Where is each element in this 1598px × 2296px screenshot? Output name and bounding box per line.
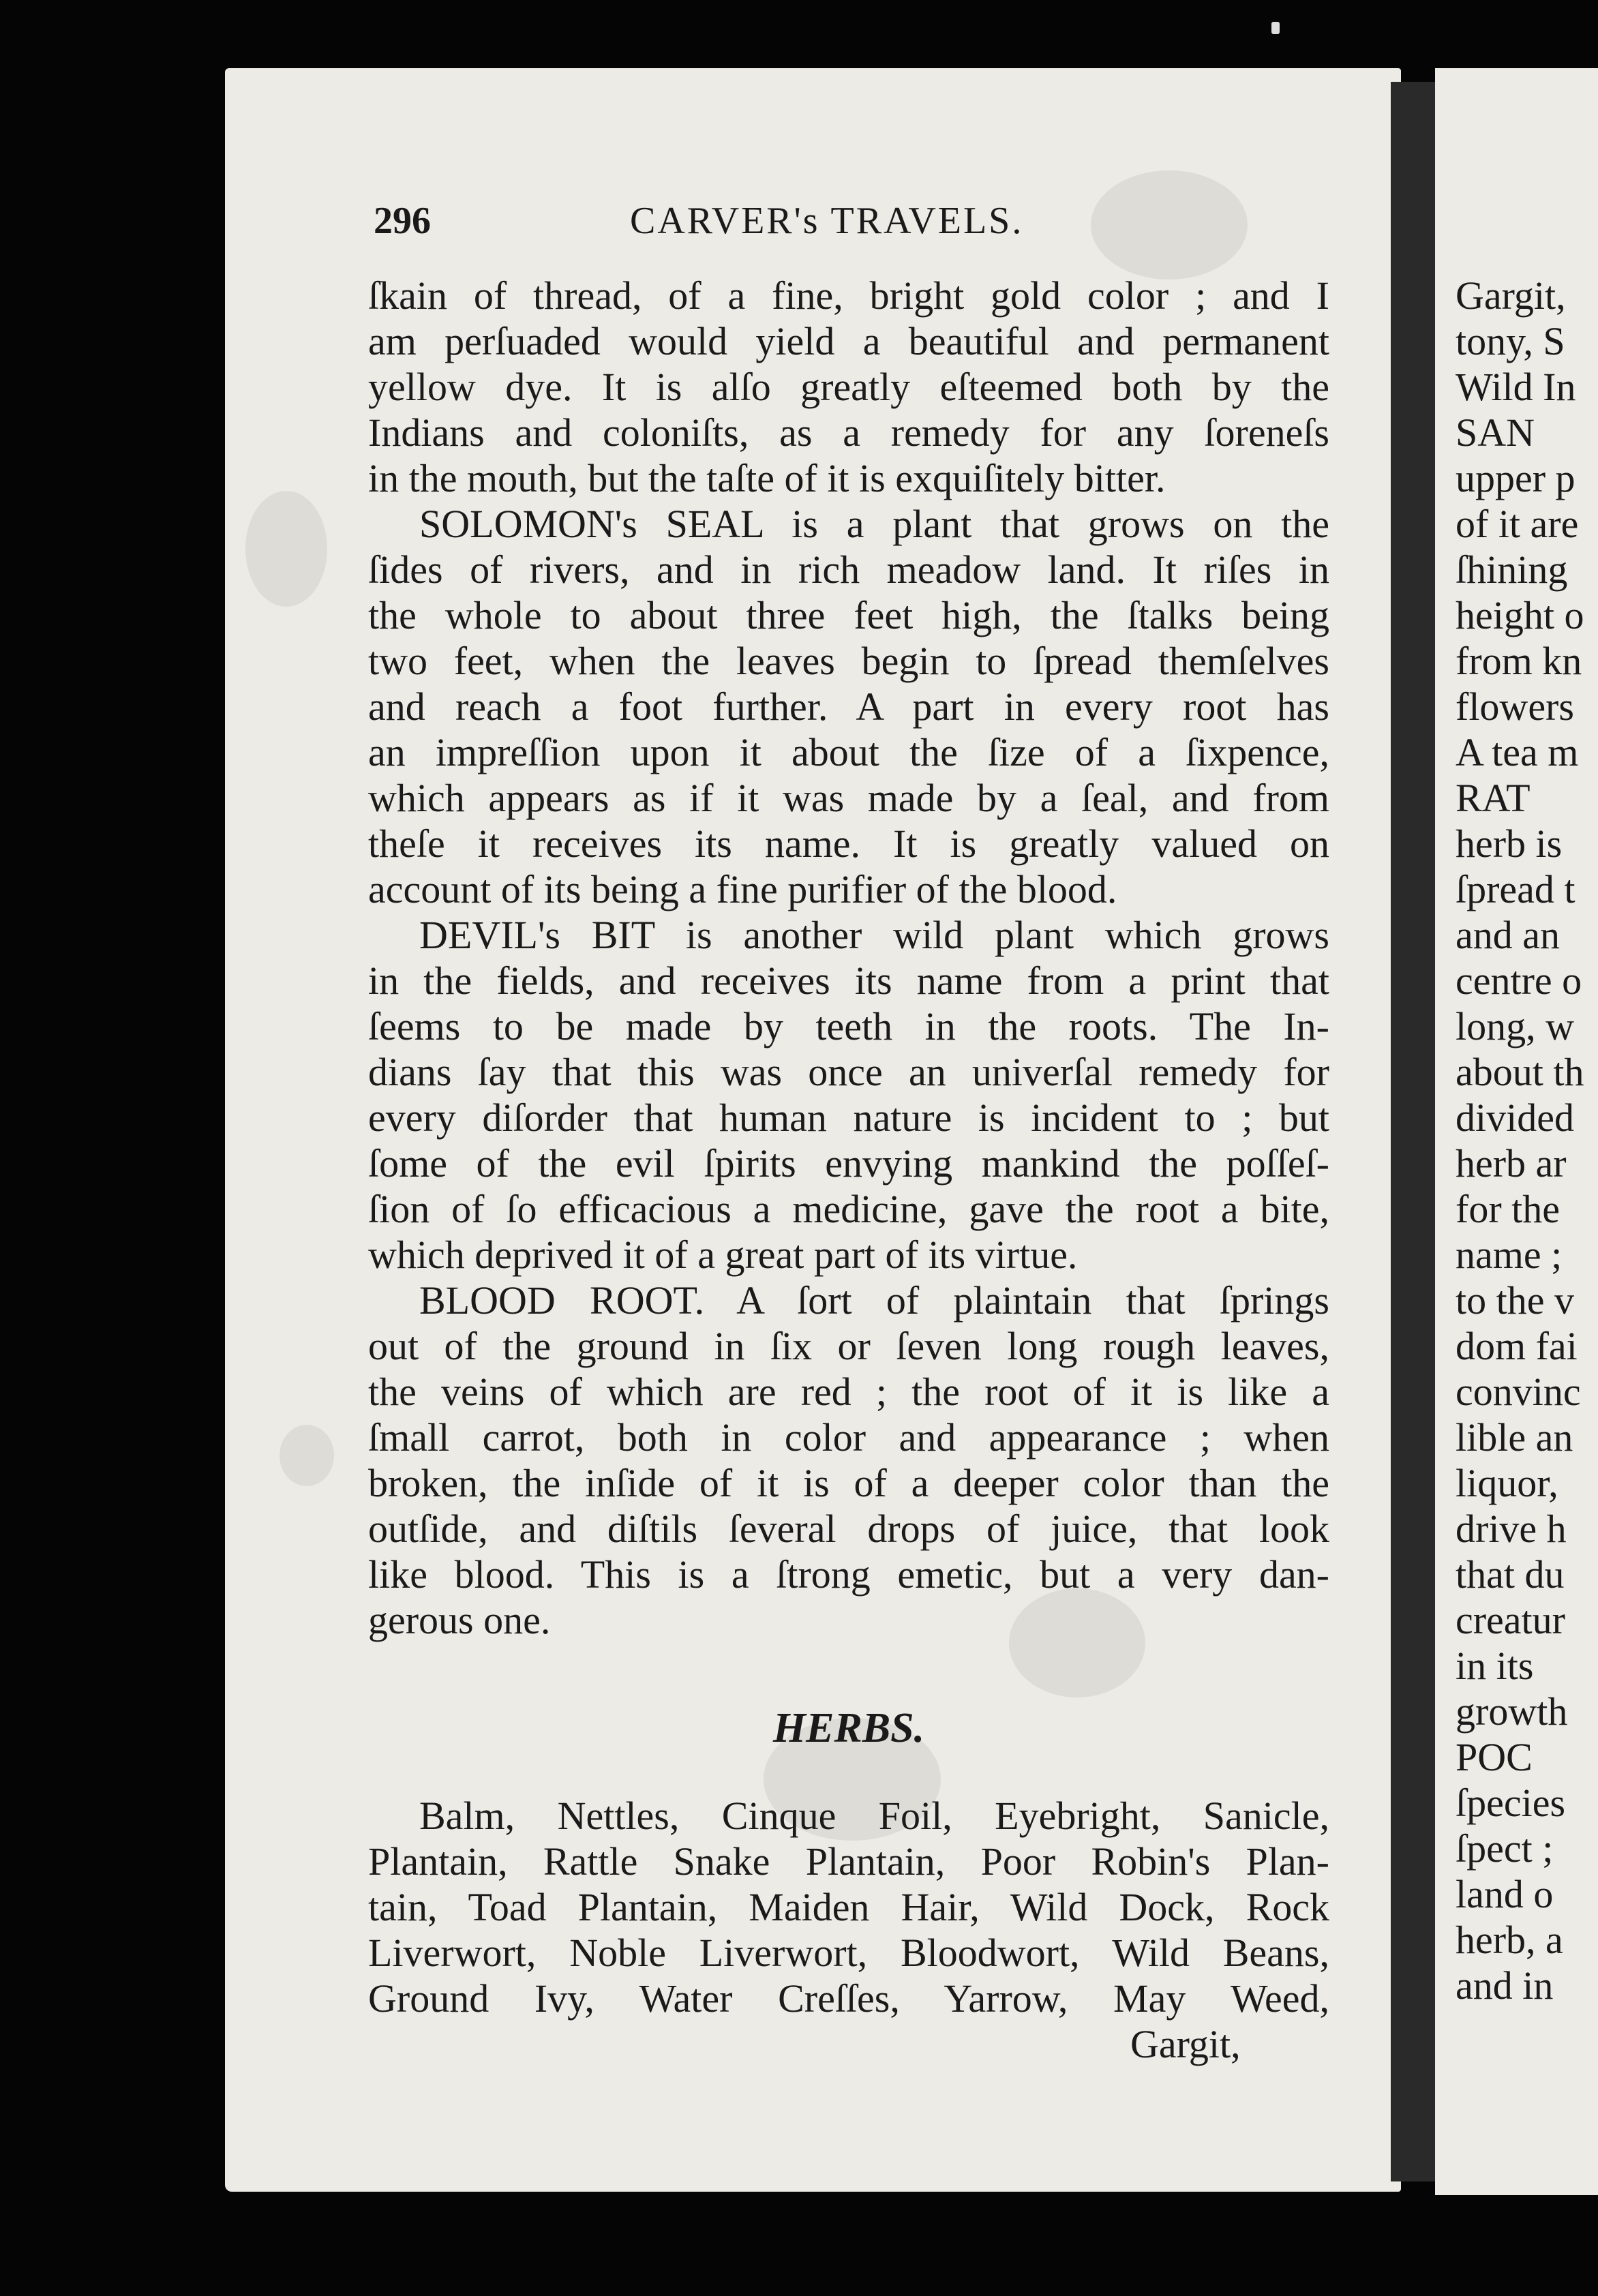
right-page-line: in its xyxy=(1456,1644,1534,1688)
right-page-line: drive h xyxy=(1456,1507,1567,1551)
text-line: ſides of rivers, and in rich meadow land. It riſes in xyxy=(368,547,1329,592)
text-line: yellow dye. It is alſo greatly eſteemed both by the xyxy=(368,365,1329,409)
text-line: which deprived it of a great part of its virtue. xyxy=(368,1233,1078,1277)
text-line: in the mouth, but the taſte of it is exquiſitely bitter. xyxy=(368,456,1166,500)
film-mark xyxy=(1271,22,1280,34)
text-line: like blood. This is a ſtrong emetic, but a very dan- xyxy=(368,1552,1329,1597)
right-page-line: A tea m xyxy=(1456,730,1579,774)
text-line: out of the ground in ſix or ſeven long rough leaves, xyxy=(368,1324,1329,1368)
text-line: theſe it receives its name. It is greatly valued on xyxy=(368,821,1329,866)
page-header xyxy=(374,199,1348,247)
herbs-line: Ground Ivy, Water Creſſes, Yarrow, May Weed, xyxy=(368,1976,1329,2021)
right-page-line: about th xyxy=(1456,1050,1584,1094)
right-page-text xyxy=(1456,273,1598,2008)
page-stain xyxy=(280,1425,334,1486)
right-page-line: herb ar xyxy=(1456,1141,1567,1185)
herbs-list xyxy=(368,1793,1329,2021)
right-page-line: for the xyxy=(1456,1187,1560,1231)
right-page-line: ſpread t xyxy=(1456,867,1576,911)
right-page-line: centre o xyxy=(1456,958,1582,1003)
herbs-line: Liverwort, Noble Liverwort, Bloodwort, Wild Beans, xyxy=(368,1931,1329,1975)
book-spine xyxy=(1391,82,1438,2181)
running-head: CARVER's TRAVELS. xyxy=(630,200,1024,242)
right-page-line: divided xyxy=(1456,1096,1574,1140)
text-line: every diſorder that human nature is incident to ; but xyxy=(368,1096,1329,1140)
right-page-line: upper p xyxy=(1456,456,1576,500)
text-line: in the fields, and receives its name from a print that xyxy=(368,958,1329,1003)
right-page-line: POC xyxy=(1456,1735,1533,1779)
section-heading: HERBS. xyxy=(772,1705,925,1751)
right-page-line: Wild In xyxy=(1456,365,1576,409)
right-page-line: and an xyxy=(1456,913,1560,957)
text-line: ſeems to be made by teeth in the roots. The In- xyxy=(368,1004,1329,1048)
text-line: SOLOMON's SEAL is a plant that grows on the xyxy=(419,502,1329,546)
paragraph xyxy=(368,501,1329,912)
herbs-line: Balm, Nettles, Cinque Foil, Eyebright, Sanicle, xyxy=(419,1794,1329,1838)
text-line: dians ſay that this was once an univerſal remedy for xyxy=(368,1050,1329,1094)
text-line: which appears as if it was made by a ſeal, and from xyxy=(368,776,1329,820)
main-text xyxy=(368,273,1329,2066)
text-line: broken, the inſide of it is of a deeper color than the xyxy=(368,1461,1329,1505)
text-line: the veins of which are red ; the root of it is like a xyxy=(368,1370,1329,1414)
right-page-line: lible an xyxy=(1456,1415,1573,1460)
right-page-line: name ; xyxy=(1456,1233,1563,1277)
text-line: Indians and coloniſts, as a remedy for any ſoreneſs xyxy=(368,410,1329,455)
right-page-line: long, w xyxy=(1456,1004,1574,1048)
right-page-line: of it are xyxy=(1456,502,1579,546)
page-number: 296 xyxy=(374,200,431,242)
right-page-line: ſhining xyxy=(1456,547,1568,592)
text-line: ſome of the evil ſpirits envying mankind the poſſeſ- xyxy=(368,1141,1329,1185)
herbs-line: Plantain, Rattle Snake Plantain, Poor Robin's Plan- xyxy=(368,1839,1329,1884)
text-line: ſmall carrot, both in color and appearance ; when xyxy=(368,1415,1329,1460)
right-page-line: ſpect ; xyxy=(1456,1826,1554,1871)
right-page-line: and in xyxy=(1456,1963,1554,2008)
right-page-line: growth xyxy=(1456,1689,1568,1734)
right-page-line: from kn xyxy=(1456,639,1582,683)
right-page-line: dom fai xyxy=(1456,1324,1578,1368)
right-page-line: convinc xyxy=(1456,1370,1581,1414)
catchword: Gargit, xyxy=(1130,2022,1241,2066)
text-line: and reach a foot further. A part in every root has xyxy=(368,684,1329,729)
text-line: two feet, when the leaves begin to ſpread themſelves xyxy=(368,639,1329,683)
text-line: the whole to about three feet high, the ſtalks being xyxy=(368,593,1329,637)
text-line: am perſuaded would yield a beautiful and permanent xyxy=(368,319,1329,363)
text-line: ſion of ſo efficacious a medicine, gave the root a bite, xyxy=(368,1187,1329,1231)
right-page-line: herb is xyxy=(1456,821,1563,866)
paragraph xyxy=(368,1278,1329,1643)
text-line: ſkain of thread, of a fine, bright gold color ; and I xyxy=(368,273,1329,318)
right-page-line: ſpecies xyxy=(1456,1781,1566,1825)
text-line: an impreſſion upon it about the ſize of a ſixpence, xyxy=(368,730,1329,774)
right-page-line: to the v xyxy=(1456,1278,1574,1323)
text-line: account of its being a fine purifier of the blood. xyxy=(368,867,1117,911)
herbs-line: tain, Toad Plantain, Maiden Hair, Wild Dock, Rock xyxy=(368,1885,1329,1929)
right-page-line: RAT xyxy=(1456,776,1531,820)
right-page-line: height o xyxy=(1456,593,1584,637)
right-page-line: herb, a xyxy=(1456,1918,1563,1962)
text-line: BLOOD ROOT. A ſort of plaintain that ſprings xyxy=(419,1278,1329,1323)
right-page-line: liquor, xyxy=(1456,1461,1558,1505)
right-page-line: creatur xyxy=(1456,1598,1565,1642)
right-page-line: flowers xyxy=(1456,684,1574,729)
paragraph xyxy=(368,912,1329,1278)
right-page-line: tony, S xyxy=(1456,319,1565,363)
right-page-line: land o xyxy=(1456,1872,1554,1916)
right-page-line: SAN xyxy=(1456,410,1535,455)
page-stain xyxy=(245,491,327,607)
text-line: DEVIL's BIT is another wild plant which grows xyxy=(419,913,1329,957)
paragraph xyxy=(368,273,1329,501)
right-page-line: that du xyxy=(1456,1552,1565,1597)
text-line: outſide, and diſtils ſeveral drops of juice, that look xyxy=(368,1507,1329,1551)
text-line: gerous one. xyxy=(368,1598,551,1642)
right-page-line: Gargit, xyxy=(1456,273,1566,318)
